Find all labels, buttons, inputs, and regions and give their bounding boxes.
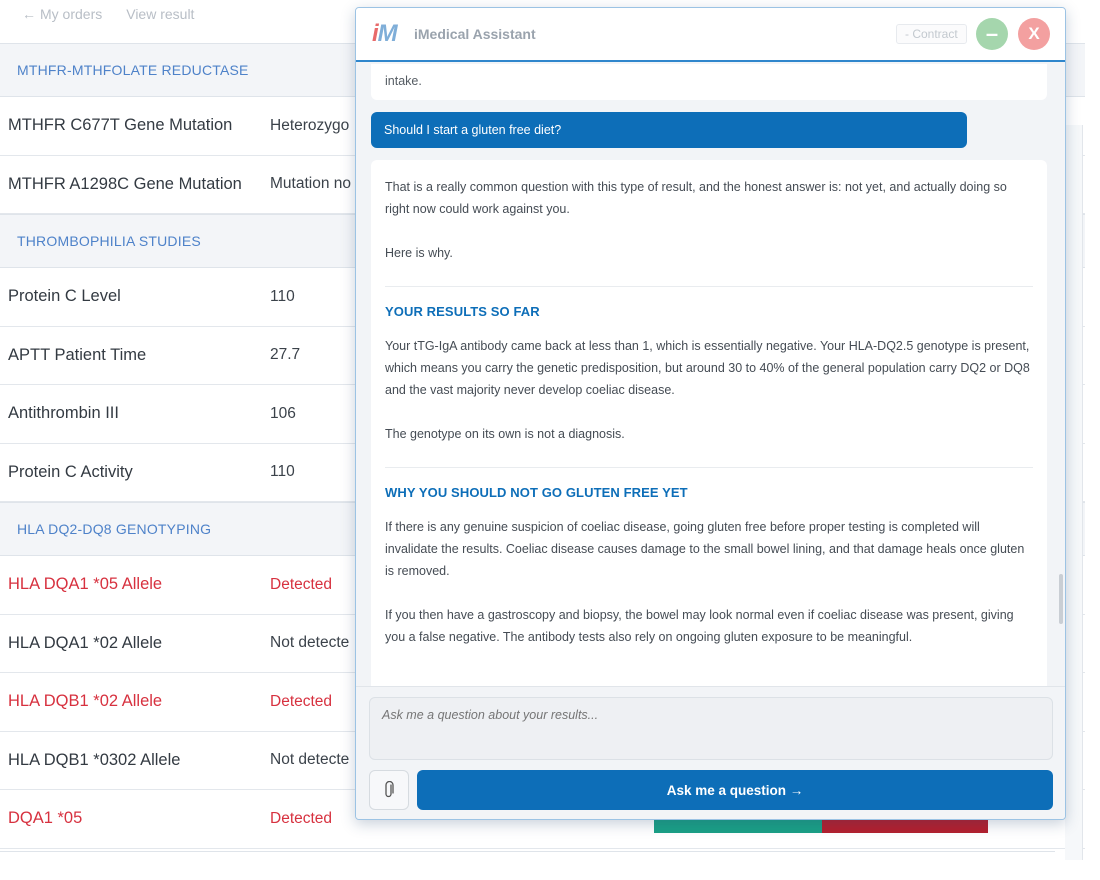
range-bar-normal [654,818,822,833]
test-name: HLA DQB1 *02 Allele [8,692,163,711]
test-value: 27.7 [270,346,301,364]
answer-paragraph: Here is why. [385,246,453,260]
contract-button[interactable]: - Contract [896,24,967,44]
test-value: Detected [270,692,333,710]
current-page-link[interactable]: View result [126,6,195,22]
answer-paragraph: That is a really common question with this type of result, and the honest answer is: not yet, and actually doing so right now could work against you. [385,180,1007,216]
test-value: Mutation no [270,175,351,193]
panel-edge [1065,125,1083,860]
test-name: DQA1 *05 [8,809,83,828]
previous-answer [371,64,1047,100]
assistant-titlebar [356,8,1065,62]
section-header: THROMBOPHILIA STUDIES [0,214,1085,268]
attach-button[interactable] [369,770,409,810]
test-value: Not detecte [270,751,350,769]
answer-heading: YOUR RESULTS SO FAR [385,304,540,319]
test-name: HLA DQB1 *0302 Allele [8,750,181,769]
test-name: Protein C Activity [8,462,133,481]
answer-divider [385,286,1033,287]
chat-scrollbar[interactable] [1059,574,1063,624]
assistant-logo: iM [372,20,397,47]
test-value: Heterozygo [270,116,350,134]
test-value: Detected [270,575,333,593]
question-input[interactable] [369,697,1053,760]
previous-answer-text: intake. [385,74,422,88]
answer-paragraph: The genotype on its own is not a diagnosis. [385,427,625,441]
test-value: Detected [270,809,333,827]
question-composer [356,686,1065,820]
back-link[interactable] [22,6,102,22]
divider [0,851,1055,852]
arrow-left-icon: ← [22,6,36,22]
close-button[interactable] [1018,18,1050,50]
answer-paragraph: If there is any genuine suspicion of coeliac disease, going gluten free before proper testing is completed will invalidate the results. Coeliac disease causes damage to the small bowel lining, and that damage heals once gluten is removed. [385,520,1025,578]
back-link-label: My orders [40,6,103,22]
test-name: HLA DQA1 *05 Allele [8,575,163,594]
test-value: 110 [270,463,295,481]
chat-history[interactable] [356,64,1065,686]
answer-heading: WHY YOU SHOULD NOT GO GLUTEN FREE YET [385,485,688,500]
ask-question-button[interactable]: Ask me a question → [417,770,1053,810]
answer-paragraph: If you then have a gastroscopy and biopsy, the bowel may look normal even if coeliac disease was present, giving you a false negative. The antibody tests also rely on ongoing gluten exposure to be meaningful. [385,608,1014,644]
user-message: Should I start a gluten free diet? [371,112,967,148]
test-name: Protein C Level [8,287,121,306]
answer-divider [385,467,1033,468]
test-name: MTHFR C677T Gene Mutation [8,116,233,135]
test-name: Antithrombin III [8,404,119,423]
paperclip-icon [382,781,396,799]
top-navigation [22,4,194,24]
range-bar-abnormal [822,818,988,833]
test-value: 106 [270,404,296,422]
test-name: HLA DQA1 *02 Allele [8,633,163,652]
section-header: HLA DQ2-DQ8 GENOTYPING [0,502,1085,556]
minimize-icon: – [985,21,999,46]
section-header: MTHFR-MTHFOLATE REDUCTASE [0,43,1085,97]
close-icon: X [1028,24,1040,43]
test-name: APTT Patient Time [8,345,147,364]
test-value: Not detecte [270,634,350,652]
assistant-window [355,7,1066,820]
assistant-title: iMedical Assistant [414,26,536,42]
assistant-answer [371,160,1047,686]
minimize-button[interactable] [976,18,1008,50]
test-name: MTHFR A1298C Gene Mutation [8,174,242,193]
test-value: 110 [270,287,295,305]
answer-paragraph: Your tTG-IgA antibody came back at less than 1, which is essentially negative. Your HLA-DQ2.5 genotype is present, which means you carry the genetic predisposition, but around 30 to 40% of the general population carry DQ2 or DQ8 and the vast majority never develop coeliac disease. [385,339,1030,397]
